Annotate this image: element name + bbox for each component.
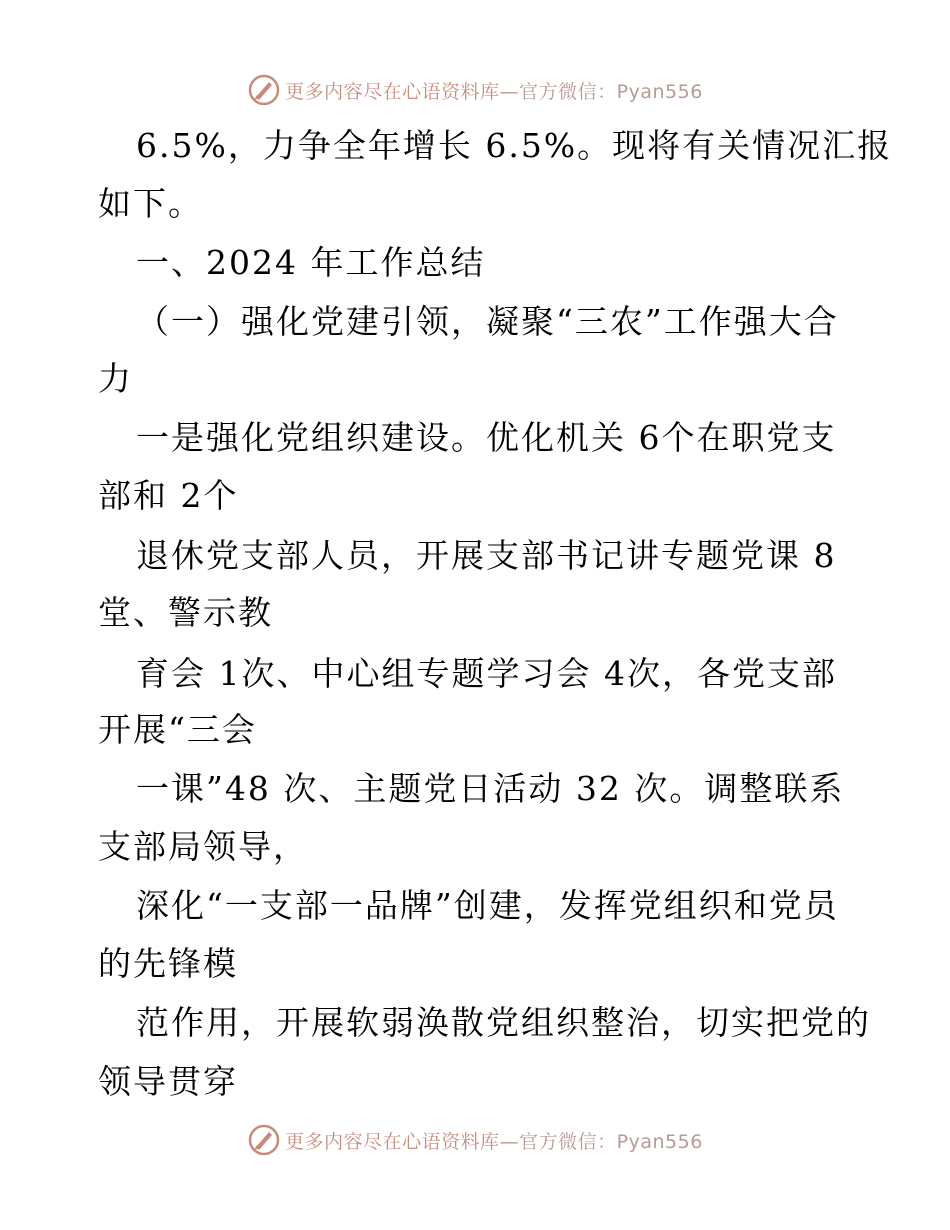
text-line: 支部局领导， <box>98 827 308 866</box>
text-line: 一课”48 次、主题党日活动 32 次。调整联系 <box>136 769 845 808</box>
subsection-heading: （一）强化党建引领，凝聚“三农”工作强大合 <box>136 302 839 341</box>
text-line: 育会 1次、中心组专题学习会 4次，各党支部 <box>136 654 837 693</box>
text-line: 堂、警示教 <box>98 593 273 632</box>
watermark-brand-text: 更多内容尽在心语资料库 <box>285 80 500 103</box>
section-heading: 一、2024 年工作总结 <box>136 243 486 282</box>
pen-logo-icon <box>247 73 281 107</box>
text-line: 开展“三会 <box>98 710 257 749</box>
text-line: 如下。 <box>98 184 203 223</box>
text-line: 一是强化党组织建设。优化机关 6个在职党支 <box>136 418 837 457</box>
header-watermark <box>0 70 950 110</box>
footer-watermark <box>0 1120 950 1160</box>
watermark-brand-text: 更多内容尽在心语资料库 <box>285 1130 500 1153</box>
text-line: 深化“一支部一品牌”创建，发挥党组织和党员 <box>136 886 839 925</box>
text-line: 的先锋模 <box>98 944 238 983</box>
subsection-heading-continued: 力 <box>98 359 133 398</box>
text-line: 退休党支部人员，开展支部书记讲专题党课 8 <box>136 536 837 575</box>
watermark-official-text: —官方微信：Pyan556 <box>499 80 703 103</box>
watermark-official-text: —官方微信：Pyan556 <box>499 1130 703 1153</box>
text-line: 部和 2个 <box>98 476 239 515</box>
pen-logo-icon <box>247 1123 281 1157</box>
text-line: 6.5%，力争全年增长 6.5%。现将有关情况汇报 <box>136 126 893 165</box>
text-line: 范作用，开展软弱涣散党组织整治，切实把党的 <box>136 1003 871 1042</box>
text-line: 领导贯穿 <box>98 1062 238 1101</box>
